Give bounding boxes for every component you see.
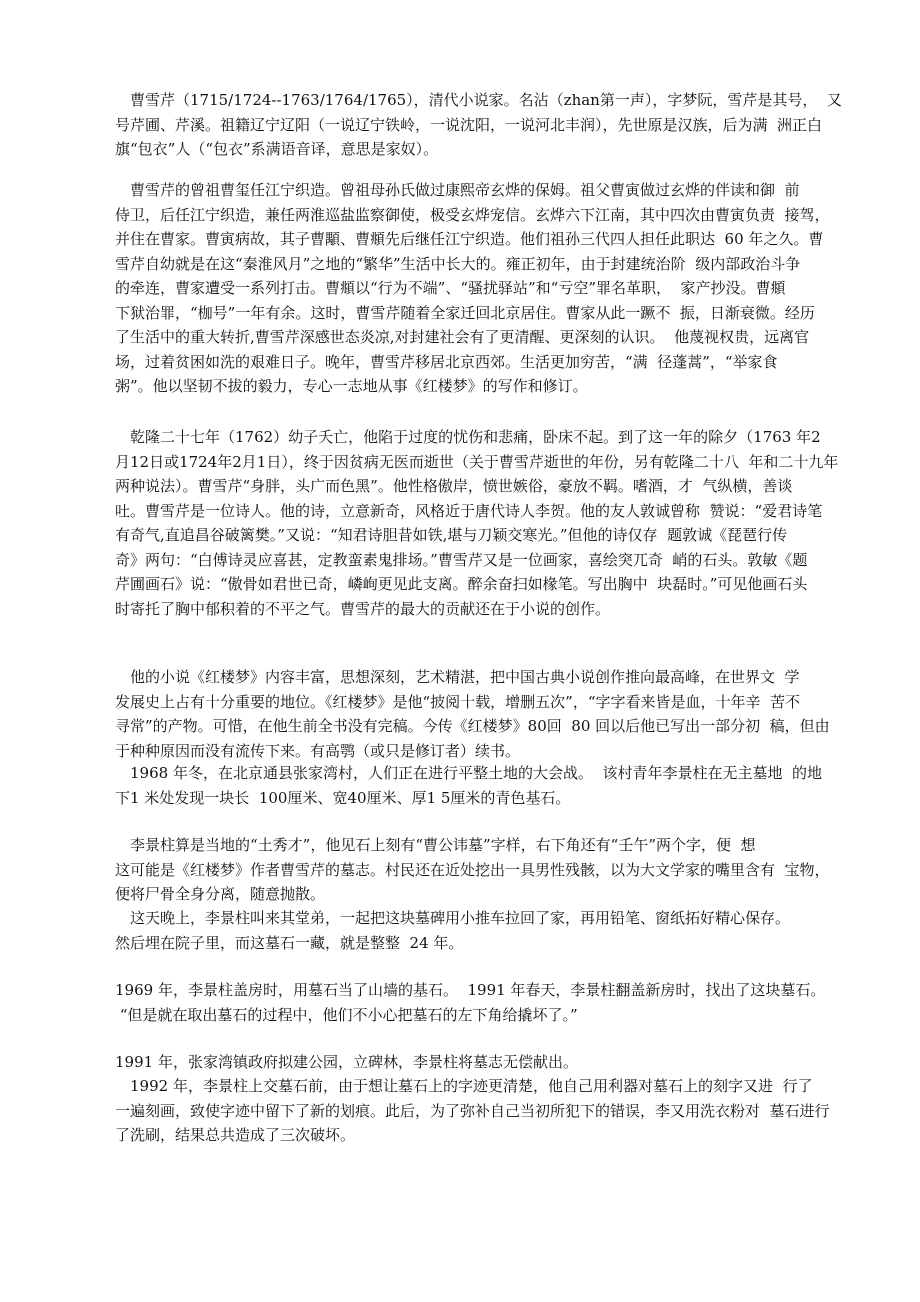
text-line: 乾隆二十七年（1762）幼子夭亡，他陷于过度的忧伤和悲痛，卧床不起。到了这一年的除夕（1763 年2 — [130, 428, 821, 446]
text-line: 旗“包衣”人（“包衣”系满语音译，意思是家奴）。 — [115, 140, 439, 158]
text-line: 有奇气,直追昌谷破篱樊。”又说：“知君诗胆昔如铁,堪与刀颖交寒光。”但他的诗仅存 题敦诚《琵琶行传 — [115, 526, 788, 544]
text-line: 这可能是《红楼梦》作者曹雪芹的墓志。村民还在近处挖出一具男性残骸，以为大文学家的嘴里含有 宝物， — [115, 860, 830, 879]
text-line: 下狱治罪，“枷号”一年有余。这时，曹雪芹随着全家迁回北京居住。曹家从此一蹶不 振，日渐衰微。经历 — [115, 303, 815, 322]
paragraph-death-and-poetry — [115, 425, 839, 621]
text-line: 1991 年，张家湾镇政府拟建公园，立碑林，李景柱将墓志无偿献出。 — [115, 1053, 578, 1071]
text-line: 寻常”的产物。可惜，在他生前全书没有完稿。今传《红楼梦》80回 80 回以后他已写出一部分初 稿，但由 — [115, 717, 830, 735]
text-line: 芹圃画石》说：“傲骨如君世已奇，嶙峋更见此支离。醉余奋扫如椽笔。写出胸中 块磊时。”可见他画石头 — [115, 575, 808, 593]
text-line: 奇》两句：“白傅诗灵应喜甚，定教蛮素鬼排场。”曹雪芹又是一位画家，喜绘突兀奇 峭的石头。敦敏《题 — [115, 550, 808, 569]
paragraph-1991 — [115, 1050, 815, 1075]
text-line: 曹雪芹（1715/1724--1763/1764/1765），清代小说家。名沾（zhan第一声），字梦阮，雪芹是其号， 又 — [130, 91, 842, 109]
text-line: 粥”。他以坚韧不拔的毅力，专心一志地从事《红楼梦》的写作和修订。 — [115, 377, 588, 395]
text-line: 曹雪芹的曾祖曹玺任江宁织造。曾祖母孙氏做过康熙帝玄烨的保姆。祖父曹寅做过玄烨的伴读和御 前 — [130, 181, 800, 199]
text-line: 号芹圃、芹溪。祖籍辽宁辽阳（一说辽宁铁岭，一说沈阳，一说河北丰润），先世原是汉族，后为满 洲正白 — [115, 115, 823, 134]
text-line: 李景柱算是当地的“土秀才”，他见石上刻有“曹公讳墓”字样，右下角还有“壬午”两个字，便 想 — [130, 836, 756, 854]
text-line: “但是就在取出墓石的过程中，他们不小心把墓石的左下角给撬坏了。” — [115, 1005, 578, 1024]
text-line: 1992 年，李景柱上交墓石前，由于想让墓石上的字迹更清楚，他自己用利器对墓石上的刻字又进 行了 — [130, 1077, 813, 1095]
paragraph-that-night — [115, 906, 815, 955]
paragraph-1992 — [115, 1074, 830, 1148]
text-line: 并住在曹家。曹寅病故，其子曹顒、曹頫先后继任江宁织造。他们祖孙三代四人担任此职达 60 年之久。曹 — [115, 230, 824, 248]
paragraph-hongloumeng — [115, 665, 830, 763]
text-line: 于种种原因而没有流传下来。有高鹗（或只是修订者）续书。 — [115, 741, 521, 760]
text-line: 月12日或1724年2月1日），终于因贫病无医而逝世（关于曹雪芹逝世的年份，另有乾隆二十八 年和二十九年 — [115, 452, 839, 471]
text-line: 时寄托了胸中郁积着的不平之气。曹雪芹的最大的贡献还在于小说的创作。 — [115, 599, 611, 618]
text-line: 便将尸骨全身分离，随意抛散。 — [115, 885, 326, 903]
text-line: 了洗刷，结果总共造成了三次破坏。 — [115, 1126, 356, 1144]
paragraph-family-history — [115, 178, 830, 399]
text-line: 1969 年，李景柱盖房时，用墓石当了山墙的基石。 1991 年春天，李景柱翻盖新房时，找出了这块墓石。 — [115, 981, 826, 999]
text-line: 了生活中的重大转折,曹雪芹深感世态炎凉,对封建社会有了更清醒、更深刻的认识。 他蔑视权贵，远离官 — [115, 328, 810, 346]
text-line: 他的小说《红楼梦》内容丰富，思想深刻，艺术精湛，把中国古典小说创作推向最高峰，在世界文 学 — [130, 668, 800, 686]
text-line: 雪芹自幼就是在这“秦淮风月”之地的“繁华”生活中长大的。雍正初年，由于封建统治阶 级内部政治斗争 — [115, 254, 801, 273]
text-line: 一遍刻画，致使字迹中留下了新的划痕。此后，为了弥补自己当初所犯下的错误，李又用洗衣粉对 墓石进行 — [115, 1101, 830, 1120]
paragraph-li-jingzhu — [115, 833, 830, 907]
text-line: 然后埋在院子里，而这墓石一藏，就是整整 24 年。 — [115, 933, 464, 952]
text-line: 场，过着贫困如洗的艰难日子。晚年，曹雪芹移居北京西郊。生活更加穷苦，“满 径蓬蒿”，“举家食 — [115, 352, 778, 371]
text-line: 的牵连，曹家遭受一系列打击。曹頫以“行为不端”、“骚扰驿站”和“亏空”罪名革职， 家产抄没。曹頫 — [115, 279, 786, 297]
text-line: 发展史上占有十分重要的地位。《红楼梦》是他“披阅十载，增删五次”，“字字看来皆是血，十年辛 苦不 — [115, 692, 801, 711]
text-line: 侍卫，后任江宁织造，兼任两淮巡盐监察御使，极受玄烨宠信。玄烨六下江南，其中四次由曹寅负责 接驾， — [115, 205, 830, 224]
text-line: 两种说法）。曹雪芹“身胖，头广而色黑”。他性格傲岸，愤世嫉俗，豪放不羁。嗜酒，才 气纵横，善谈 — [115, 477, 793, 495]
paragraph-1968-discovery — [115, 761, 823, 810]
text-line: 吐。曹雪芹是一位诗人。他的诗，立意新奇，风格近于唐代诗人李贺。他的友人敦诚曾称 赞说：“爱君诗笔 — [115, 501, 823, 520]
text-line: 1968 年冬，在北京通县张家湾村，人们正在进行平整土地的大会战。 该村青年李景柱在无主墓地 的地 — [130, 764, 823, 782]
paragraph-1969 — [115, 978, 826, 1027]
text-line: 下1 米处发现一块长 100厘米、宽40厘米、厚1 5厘米的青色基石。 — [115, 788, 571, 807]
text-line: 这天晚上，李景柱叫来其堂弟，一起把这块墓碑用小推车拉回了家，再用铅笔、窗纸拓好精心保存。 — [130, 909, 791, 927]
paragraph-biography-intro — [115, 88, 842, 162]
